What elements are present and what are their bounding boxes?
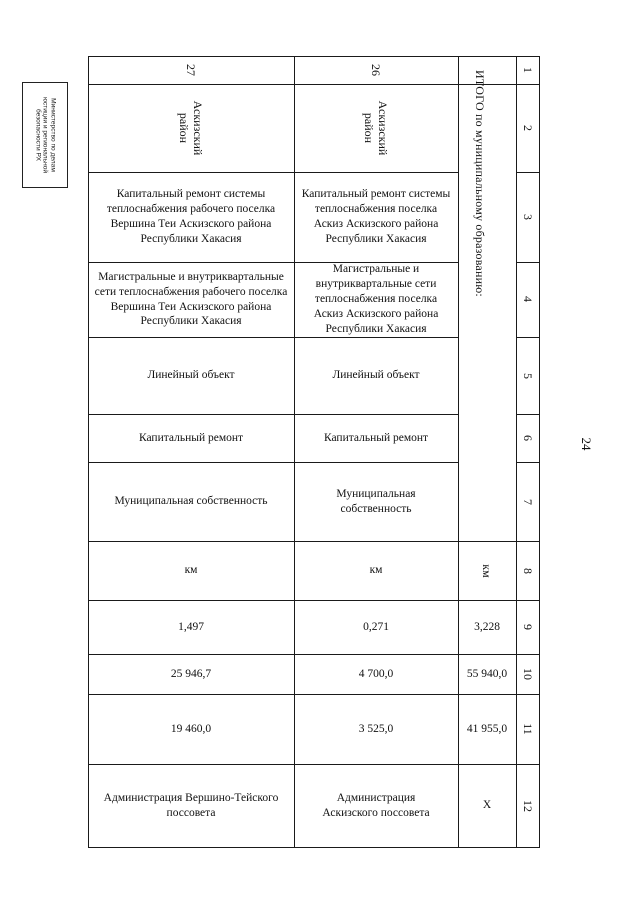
column-divider [516, 262, 540, 263]
table-border-top [88, 56, 540, 57]
official-stamp [22, 82, 68, 188]
column-divider [516, 462, 540, 463]
total-cost: 55 940,0 [466, 667, 508, 680]
total-budget: 41 955,0 [466, 722, 508, 735]
total-label: ИТОГО по муниципальному образованию: [473, 70, 488, 297]
column-number: 1 [521, 67, 536, 73]
type-cell: Линейный объект [332, 369, 420, 382]
column-divider [516, 414, 540, 415]
object-cell: Магистральные и внутриквартальные сети теплоснабжения поселка Аскиз Аскизского района Республики Хакасия [313, 263, 439, 335]
column-number: 10 [521, 668, 536, 680]
type-cell: Линейный объект [147, 369, 235, 382]
column-number: 2 [521, 125, 536, 131]
ownership-cell: Муниципальная собственность [336, 487, 416, 515]
unit-cell: км [184, 564, 198, 577]
column-number: 9 [521, 624, 536, 630]
table-divider-total-header [516, 56, 517, 848]
total-admin: Х [482, 799, 492, 812]
page-number: 24 [579, 437, 594, 451]
object-cell: Магистральные и внутриквартальные сети теплоснабжения рабочего поселка Вершина Теи Аскизского района Республики Хакасия [94, 270, 288, 328]
district-cell [177, 84, 206, 172]
column-number: 5 [521, 373, 536, 379]
kind-cell: Капитальный ремонт [323, 431, 429, 444]
district-cell [362, 84, 391, 172]
unit-cell: км [369, 564, 383, 577]
row-number: 26 [369, 64, 384, 76]
table-border-right [539, 56, 540, 848]
column-number: 12 [521, 800, 536, 812]
kind-cell: Капитальный ремонт [138, 431, 244, 444]
total-length: 3,228 [474, 620, 500, 633]
table-border-bottom [88, 847, 540, 848]
stamp-line: Министерство по делам [49, 98, 57, 172]
stamp-line: юстиции и региональной [41, 96, 49, 174]
column-number: 6 [521, 435, 536, 441]
column-number: 3 [521, 214, 536, 220]
district-text: Аскизский район [177, 100, 206, 156]
column-number: 4 [521, 296, 536, 302]
budget-cell: 3 525,0 [358, 722, 394, 735]
budget-cell: 19 460,0 [170, 722, 212, 735]
work-cell: Капитальный ремонт системы теплоснабжения рабочего поселка Вершина Теи Аскизского района Республики Хакасия [106, 188, 276, 245]
column-number: 7 [521, 499, 536, 505]
column-number: 8 [521, 568, 536, 574]
length-cell: 0,271 [363, 620, 389, 633]
admin-cell: Администрация Аскизского поссовета [322, 791, 430, 819]
length-cell: 1,497 [178, 620, 204, 633]
cost-cell: 4 700,0 [358, 667, 394, 680]
total-unit: км [480, 564, 495, 578]
district-text: Аскизский район [362, 100, 391, 156]
column-divider [516, 172, 540, 173]
row-number: 27 [184, 64, 199, 76]
cost-cell: 25 946,7 [170, 667, 212, 680]
stamp-text [34, 83, 57, 187]
work-cell: Капитальный ремонт системы теплоснабжения поселка Аскиз Аскизского района Республики Хакасия [301, 188, 451, 245]
column-divider [516, 337, 540, 338]
ownership-cell: Муниципальная собственность [114, 495, 268, 508]
admin-cell: Администрация Вершино-Тейского поссовета [103, 791, 279, 819]
column-number: 11 [521, 723, 536, 735]
stamp-line: безопасности РХ [34, 108, 42, 161]
